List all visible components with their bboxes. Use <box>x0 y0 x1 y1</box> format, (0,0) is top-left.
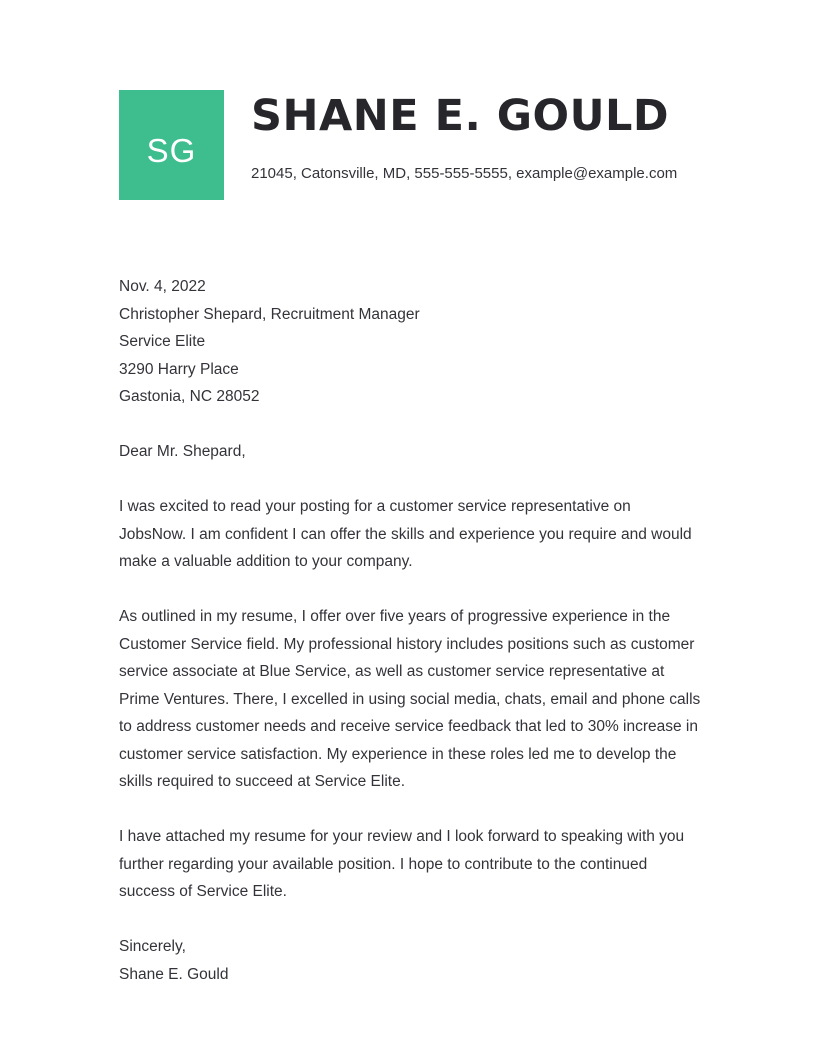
closing-salutation: Sincerely, <box>119 938 186 955</box>
monogram-initials: SG <box>146 132 197 169</box>
recipient-company: Service Elite <box>119 333 206 350</box>
paragraph-intro: I was excited to read your posting for a customer service representative on JobsNow. I am confident I can offer the skills and experience you require and would make a valuable addition to your company. <box>119 498 692 570</box>
recipient-block <box>119 301 701 411</box>
closing-block <box>119 933 701 988</box>
contact-info-line: 21045, Catonsville, MD, 555-555-5555, example@example.com <box>251 165 678 183</box>
salutation: Dear Mr. Shepard, <box>119 443 246 460</box>
paragraph-experience: As outlined in my resume, I offer over five years of progressive experience in the Customer Service field. My professional history includes positions such as customer service associate at Blue Service, as well as customer service representative at Prime Ventures. There, I excelled in using social media, chats, email and phone calls to address customer needs and receive service feedback that led to 30% increase in customer service satisfaction. My experience in these roles led me to develop the skills required to succeed at Service Elite. <box>119 608 701 790</box>
signature-name: Shane E. Gould <box>119 965 229 983</box>
recipient-street: 3290 Harry Place <box>119 360 239 378</box>
letter-date: Nov. 4, 2022 <box>119 278 206 295</box>
header-text-block <box>251 90 677 182</box>
paragraph-closing-request: I have attached my resume for your review and I look forward to speaking with you further regarding your available position. I hope to contribute to the continued success of Service Elite. <box>119 828 685 900</box>
letter-header <box>119 90 701 200</box>
monogram-badge <box>119 90 224 200</box>
applicant-name: SHANE E. GOULD <box>251 91 670 141</box>
letter-body <box>119 273 701 988</box>
recipient-name-title: Christopher Shepard, Recruitment Manager <box>119 305 420 323</box>
recipient-city-state-zip: Gastonia, NC 28052 <box>119 388 260 405</box>
